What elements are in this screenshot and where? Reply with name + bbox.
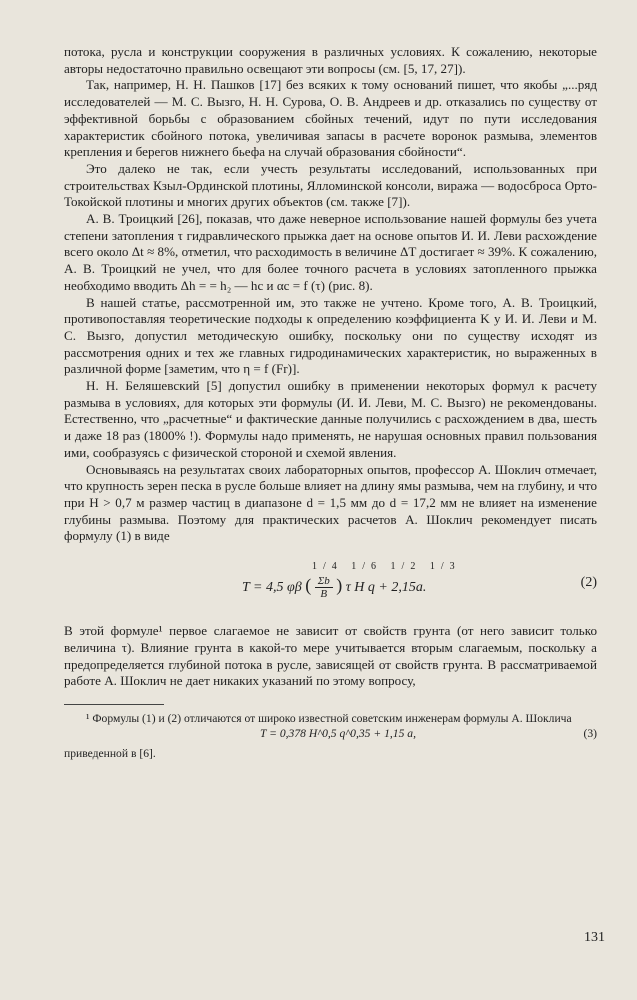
footnote-formula	[64, 726, 597, 746]
footnote	[64, 711, 597, 761]
formula-2-number: (2)	[580, 575, 597, 591]
formula-2-expression: T = 4,5 φβ ( $\frac{\Sigma b}{B}$ ) τ H q + 2,15a.	[242, 575, 427, 601]
footnote-formula-expression: T = 0,378 H^0,5 q^0,35 + 1,15 a,	[260, 726, 416, 740]
paragraph-7: Основываясь на результатах своих лабораторных опытов, профессор А. Шоклич отмечает, что крупность зерен песка в русле больше влияет на длину ямы размыва, чем на глубину, и что при H > 0,7 м размер частиц в диапазоне d = 1,5 мм до d = 17,2 мм не влияет на изменение глубины размыва. Поэтому для практических расчетов А. Шоклич рекомендует писать формулу (1) в виде	[64, 461, 597, 544]
paragraph-4: А. В. Троицкий [26], показав, что даже неверное использование нашей формулы без учета степени затопления τ гидравлического прыжка дает на основе опытов И. И. Леви расхождение всего около Δt ≈ 8%, отметил, что расходимость в величине ΔT достигает ≈ 39%. К сожалению, А. В. Троицкий не учел, что для более точного расчета в условиях затопленного прыжка необходимо вводить Δh = = h₂ — hc и αc = f (τ) (рис. 8).	[64, 211, 597, 293]
formula-2-fraction	[315, 575, 333, 600]
formula-2-rest: τ H q + 2,15a.	[345, 580, 427, 596]
footnote-after: приведенной в [6].	[64, 746, 156, 760]
paragraph-3: Это далеко не так, если учесть результаты исследований, использованных при строительствах Кзыл-Ординской плотины, Ялломинской консоли, виража — водосброса Орто-Токойской плотины и многих других объектов (см. также [7]).	[64, 160, 597, 210]
footnote-formula-number: (3)	[583, 726, 597, 740]
paragraph-5: В нашей статье, рассмотренной им, это также не учтено. Кроме того, А. В. Троицкий, противопоставляя теоретические подходы к определению коэффициента K у И. И. Леви и М. С. Вызго, допустил методическую ошибку, поскольку они по существу исходят из рассмотрения одних и тех же главных гидродинамических характеристик, но выраженных в различной форме [заметим, что η = f (Fr)].	[64, 294, 597, 377]
formula-2-frac-bottom: B	[320, 588, 328, 601]
formula-2	[64, 561, 597, 603]
paragraph-6: Н. Н. Беляшевский [5] допустил ошибку в применении некоторых формул к расчету размыва в условиях, для которых эти формулы (И. И. Леви, М. С. Вызго) не рекомендованы. Естественно, что „расчетные“ и фактические данные получились с расхождением в два, шесть и даже 18 раз (1800% !). Формулы надо применять, не нарушая основных правил пользования ими, сообразуясь с физической стороной и схемой явления.	[64, 378, 597, 460]
page-number: 131	[584, 930, 605, 945]
paragraph-8: В этой формуле¹ первое слагаемое не зависит от свойств грунта (от него зависит только величина τ). Влияние грунта в какой-то мере учитывается вторым слагаемым, поскольку a предопределяется глубиной потока в русле, зависящей от свойств грунта. В рассматриваемой работе А. Шоклич не дает никаких указаний по этому вопросу,	[64, 623, 597, 689]
formula-2-lhs: T = 4,5 φβ	[242, 580, 302, 596]
body-text	[64, 44, 597, 545]
footnote-text: ¹ Формулы (1) и (2) отличаются от широко известной советским инженерам формулы А. Шоклича	[86, 711, 572, 725]
body-text-after	[64, 623, 597, 690]
formula-2-frac-top: Σb	[315, 575, 333, 588]
footnote-divider	[64, 704, 164, 705]
formula-2-exponents: 1/4 1/6 1/2 1/3	[312, 561, 461, 573]
paragraph-1: потока, русла и конструкции сооружения в различных условиях. К сожалению, некоторые авторы недостаточно правильно освещают эти вопросы (см. [5, 17, 27]).	[64, 44, 597, 76]
paragraph-2: Так, например, Н. Н. Пашков [17] без всяких к тому оснований пишет, что якобы „...ряд исследователей — М. С. Вызго, Н. Н. Сурова, О. В. Андреев и др. отказались по существу от эффективной борьбы с образованием сбойных течений, идут по пути исследования характеристик сбойного потока, увеличивая запасы в расчете воронок размыва, элементов крепления и берегов нижнего бьефа на случай образования сбойности“.	[64, 77, 597, 160]
